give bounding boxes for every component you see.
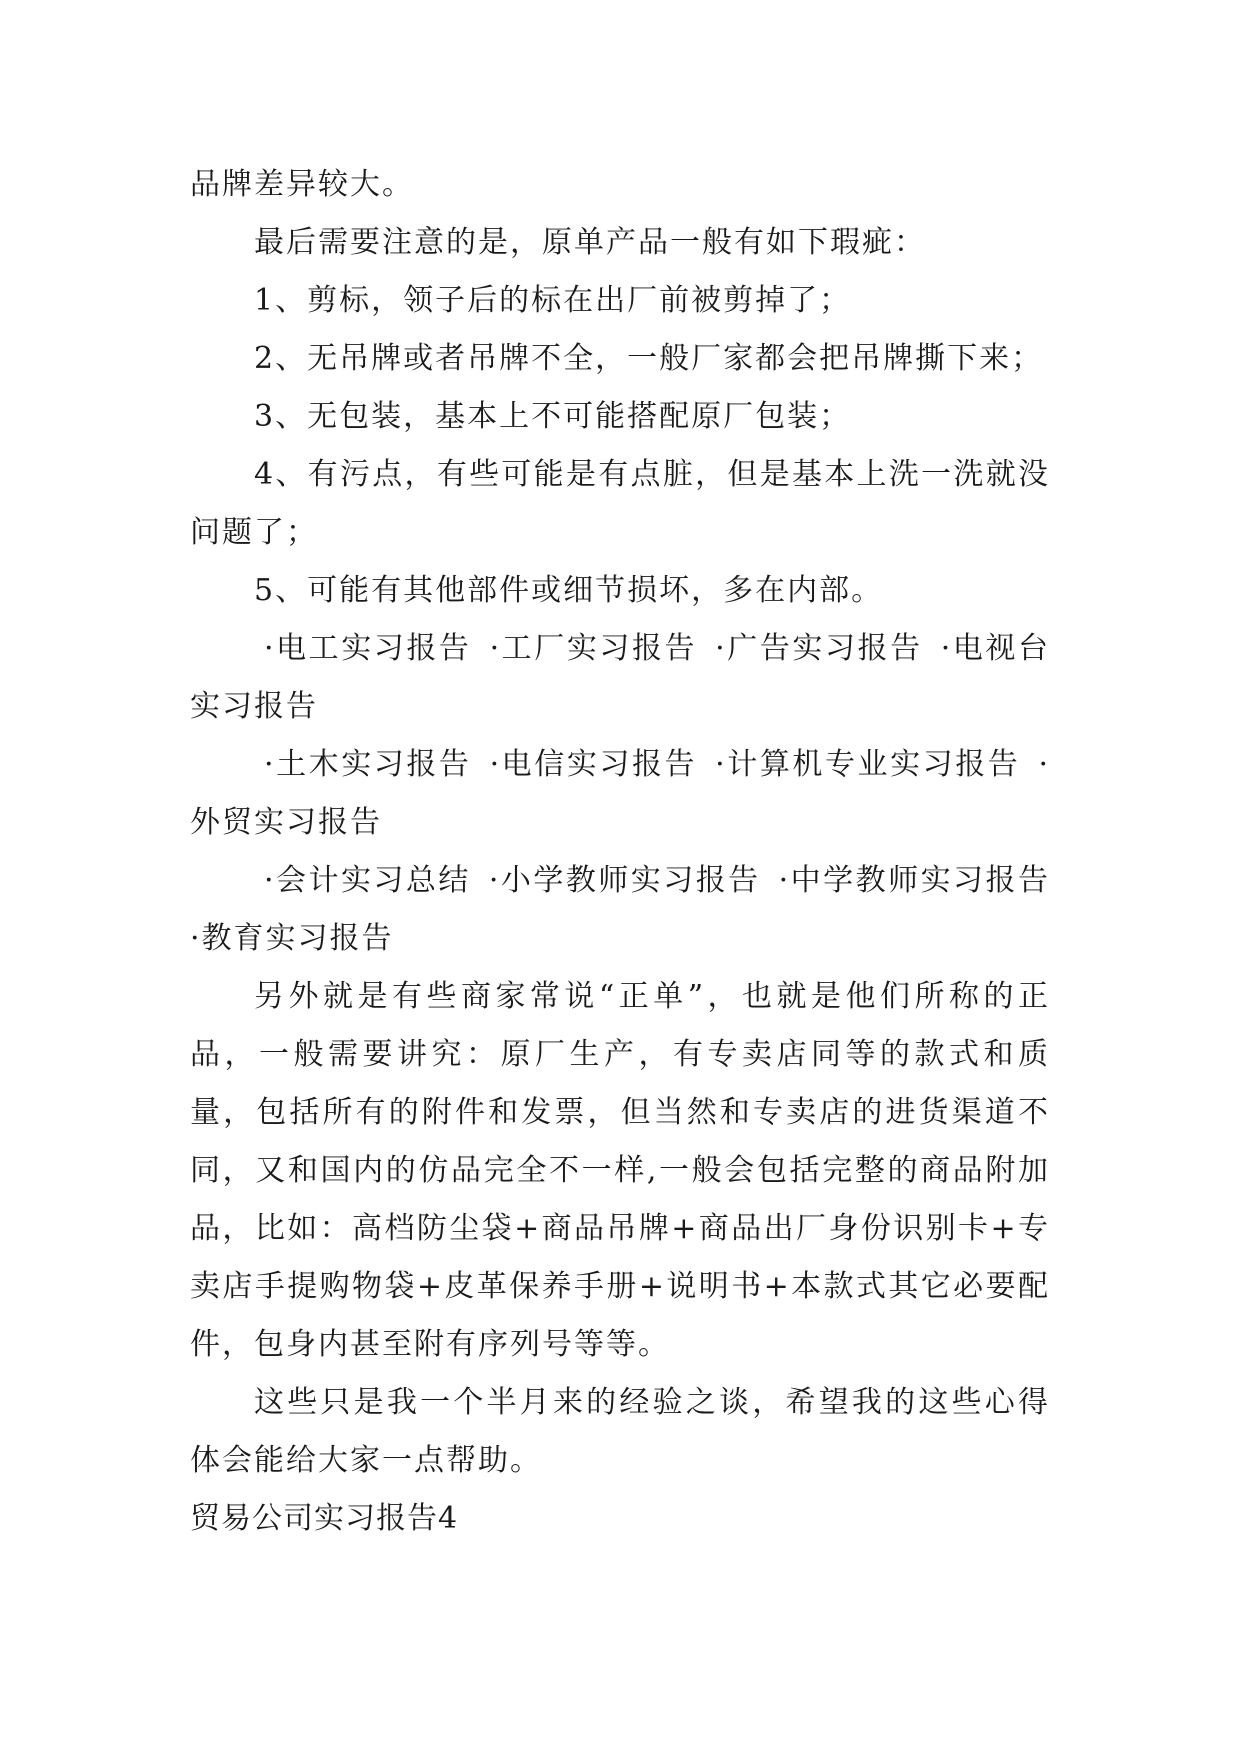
defect-item-5: 5、可能有其他部件或细节损坏，多在内部。 [254,573,884,608]
section-heading: 贸易公司实习报告4 [190,1501,459,1536]
paragraph-brand-difference: 品牌差异较大。 [190,167,414,202]
defect-item-1: 1、剪标，领子后的标在出厂前被剪掉了； [254,283,852,318]
paragraph-conclusion: 这些只是我一个半月来的经验之谈，希望我的这些心得体会能给大家一点帮助。 [190,1385,1050,1478]
defect-item-2: 2、无吊牌或者吊牌不全，一般厂家都会把吊牌撕下来； [254,341,1044,376]
document-body [190,156,1050,1548]
related-links-row-3[interactable]: ·会计实习总结 ·小学教师实习报告 ·中学教师实习报告 ·教育实习报告 [190,863,1050,956]
related-links-row-1[interactable]: ·电工实习报告 ·工厂实习报告 ·广告实习报告 ·电视台实习报告 [190,631,1050,724]
defect-item-4: 4、有污点，有些可能是有点脏，但是基本上洗一洗就没问题了； [190,457,1050,550]
paragraph-defects-intro: 最后需要注意的是，原单产品一般有如下瑕疵： [254,225,926,260]
related-links-row-2[interactable]: ·土木实习报告 ·电信实习报告 ·计算机专业实习报告 ·外贸实习报告 [190,747,1050,840]
defect-item-3: 3、无包装，基本上不可能搭配原厂包装； [254,399,852,434]
paragraph-genuine-products: 另外就是有些商家常说“正单”，也就是他们所称的正品，一般需要讲究：原厂生产，有专卖店同等的款式和质量，包括所有的附件和发票，但当然和专卖店的进货渠道不同，又和国内的仿品完全不一样,一般会包括完整的商品附加品，比如：高档防尘袋+商品吊牌+商品出厂身份识别卡+专卖店手提购物袋+皮革保养手册+说明书+本款式其它必要配件，包身内甚至附有序列号等等。 [190,979,1050,1362]
